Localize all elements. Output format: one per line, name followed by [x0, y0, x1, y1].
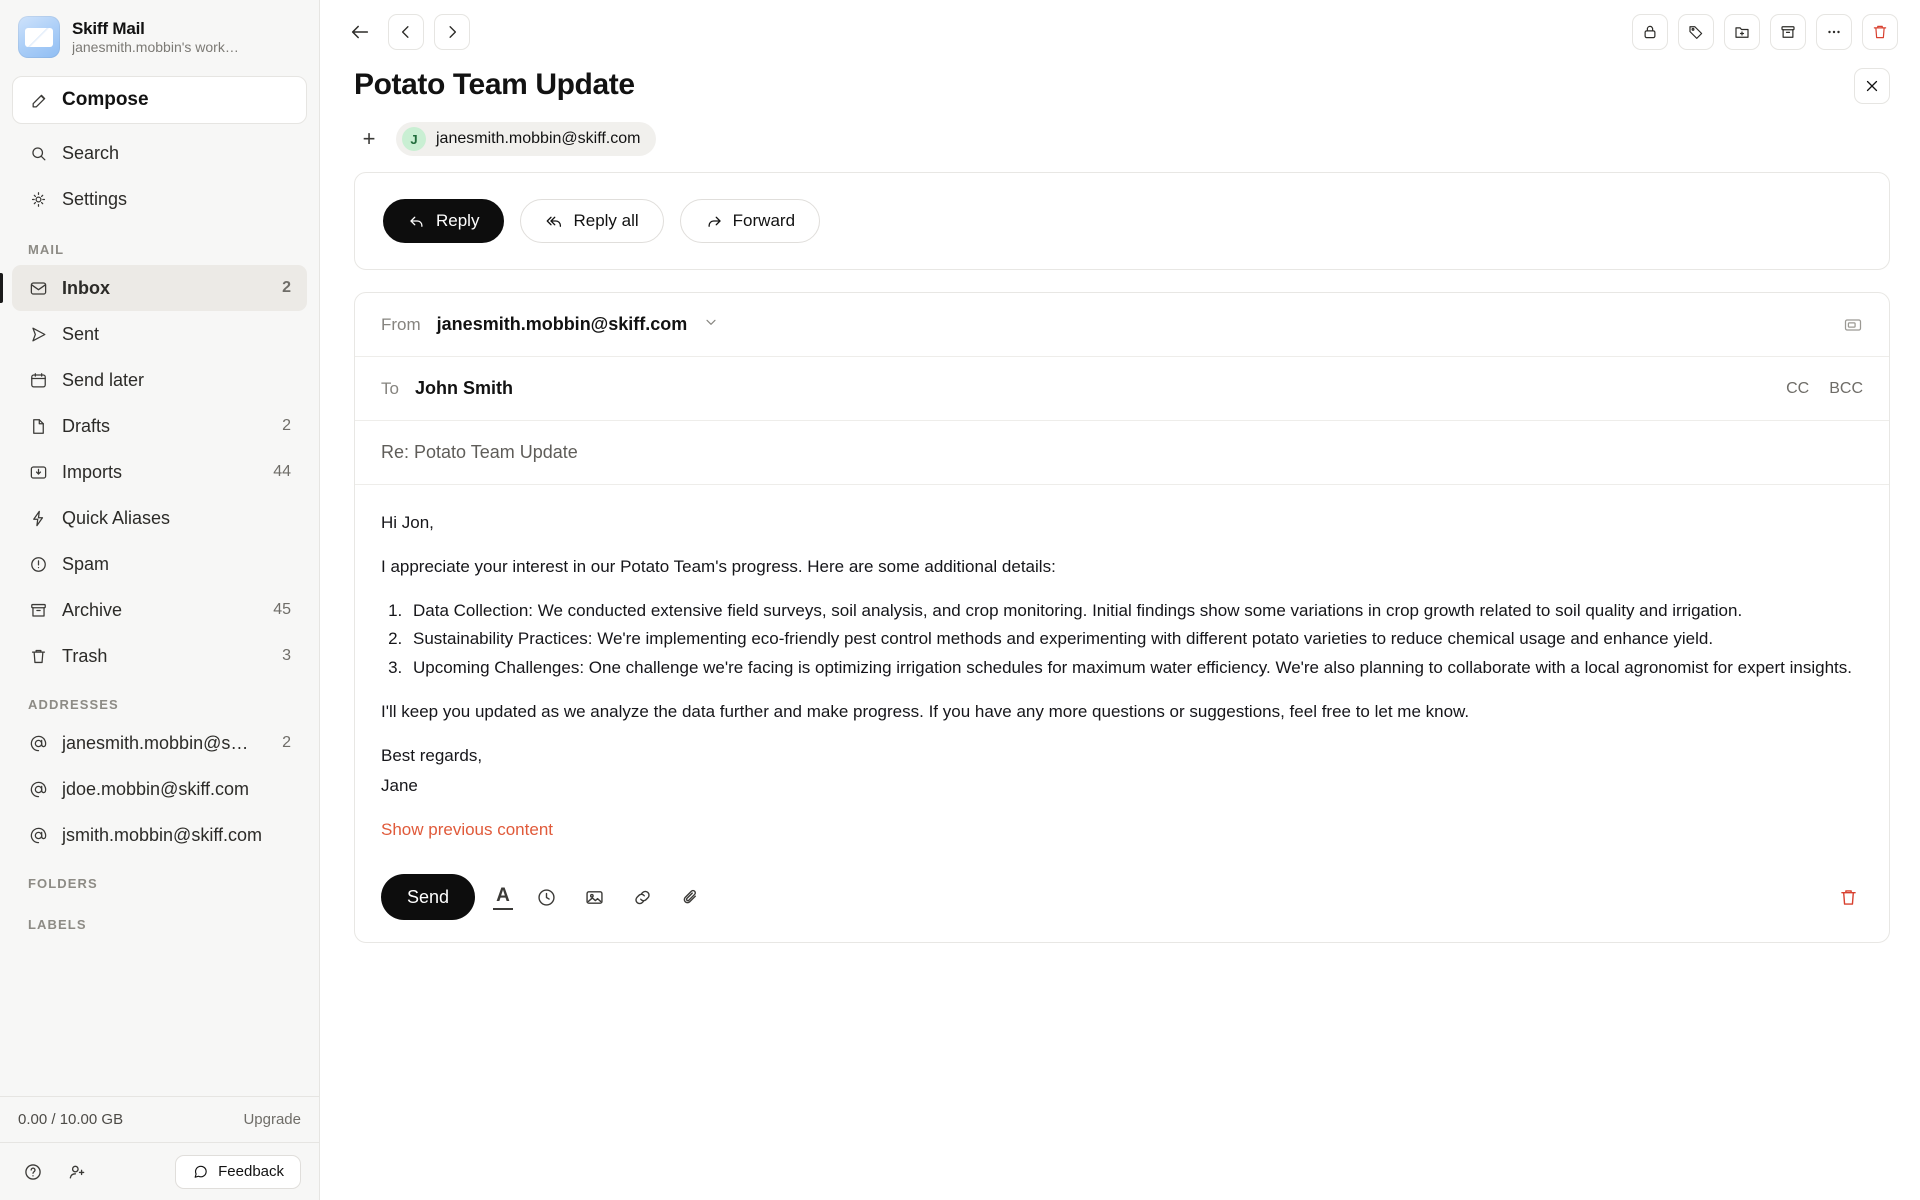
bolt-icon	[28, 508, 48, 528]
sidebar-address-count: 2	[282, 734, 291, 751]
composer-card	[354, 292, 1890, 943]
sidebar-address-label: jdoe.mobbin@skiff.com	[62, 778, 250, 799]
main-panel	[320, 0, 1920, 1200]
feedback-button[interactable]	[175, 1155, 301, 1189]
reply-icon	[408, 212, 426, 230]
body-signoff: Best regards,	[381, 745, 483, 765]
text-format-icon[interactable]: A	[493, 884, 513, 910]
search-icon	[28, 143, 48, 163]
from-label: From	[381, 314, 421, 334]
image-icon[interactable]	[579, 882, 609, 912]
sidebar-scroll	[0, 222, 319, 1096]
previous-message-button[interactable]	[388, 14, 424, 50]
reply-all-icon	[545, 212, 563, 230]
encryption-badge	[1843, 315, 1863, 335]
secure-mail-icon	[1843, 315, 1863, 335]
message-body[interactable]	[355, 485, 1889, 858]
sidebar-item-count: 45	[273, 601, 291, 618]
file-icon	[28, 416, 48, 436]
sidebar-item-label: Imports	[62, 461, 123, 482]
discard-draft-button[interactable]	[1833, 882, 1863, 912]
skiff-logo-icon	[18, 16, 60, 58]
delete-thread-button[interactable]	[1862, 14, 1898, 50]
archive-icon	[28, 600, 48, 620]
lock-icon[interactable]	[1632, 14, 1668, 50]
compose-button[interactable]	[12, 76, 307, 124]
reply-label: Reply	[436, 211, 480, 230]
send-label: Send	[406, 886, 450, 907]
sidebar-item-sent[interactable]	[12, 311, 307, 357]
account-subtitle: janesmith.mobbin's work…	[72, 39, 239, 55]
sidebar-item-search[interactable]	[12, 130, 307, 176]
body-intro: I appreciate your interest in our Potato Team's progress. Here are some additional details:	[381, 557, 1056, 577]
forward-icon	[705, 212, 723, 230]
body-list	[407, 599, 1863, 679]
section-addresses: ADDRESSES	[28, 697, 119, 712]
back-button[interactable]	[342, 14, 378, 50]
page-title: Potato Team Update	[354, 68, 635, 101]
list-item: 2. Sustainability Practices: We're implementing eco-friendly pest control methods and experimenting with different potato varieties to reduce chemical usage and enhance yield.	[407, 627, 1863, 651]
bcc-button[interactable]: BCC	[1829, 379, 1863, 397]
sidebar-item-label: Trash	[62, 645, 108, 666]
move-to-folder-icon[interactable]	[1724, 14, 1760, 50]
thread-header	[320, 64, 1920, 104]
storage-bar	[0, 1096, 319, 1142]
sidebar-item-label: Spam	[62, 553, 110, 574]
participant-chip[interactable]	[396, 122, 656, 156]
sidebar-item-label: Quick Aliases	[62, 507, 171, 528]
at-icon	[28, 779, 48, 799]
show-previous-content-link[interactable]: Show previous content	[381, 820, 553, 839]
sidebar-item-count: 44	[273, 463, 291, 480]
sidebar-address-janesmith[interactable]	[12, 720, 307, 766]
sidebar-item-label: Send later	[62, 369, 145, 390]
body-signature: Jane	[381, 775, 418, 795]
add-participant-icon[interactable]: +	[362, 126, 376, 151]
gear-icon	[28, 189, 48, 209]
toolbar	[320, 0, 1920, 64]
upgrade-link[interactable]: Upgrade	[243, 1111, 301, 1128]
calendar-clock-icon	[28, 370, 48, 390]
sidebar-item-inbox[interactable]	[12, 265, 307, 311]
archive-icon[interactable]	[1770, 14, 1806, 50]
to-row[interactable]	[355, 357, 1889, 421]
sidebar-item-count: 2	[282, 279, 291, 296]
sidebar-item-trash[interactable]	[12, 633, 307, 679]
section-labels: LABELS	[28, 917, 87, 932]
app-title: Skiff Mail	[72, 19, 145, 38]
list-item: 3. Upcoming Challenges: One challenge we're facing is optimizing irrigation schedules for maximum water efficiency. We're also planning to collaborate with a local agronomist for expert insights.	[407, 656, 1863, 680]
reply-button[interactable]	[383, 199, 504, 243]
attachment-icon[interactable]	[675, 882, 705, 912]
sidebar-item-label: Settings	[62, 188, 128, 209]
avatar: J	[402, 127, 426, 151]
cc-button[interactable]: CC	[1786, 379, 1810, 397]
tag-icon[interactable]	[1678, 14, 1714, 50]
composer-toolbar	[355, 858, 1889, 942]
participant-email: janesmith.mobbin@skiff.com	[436, 130, 641, 147]
participants-row	[320, 104, 1920, 172]
feedback-label: Feedback	[218, 1163, 284, 1180]
brand	[0, 0, 319, 68]
sidebar-item-imports[interactable]	[12, 449, 307, 495]
sidebar-item-label: Sent	[62, 323, 100, 344]
close-icon[interactable]	[1854, 68, 1890, 104]
storage-text: 0.00 / 10.00 GB	[18, 1111, 124, 1128]
sidebar-item-drafts[interactable]	[12, 403, 307, 449]
body-greeting: Hi Jon,	[381, 513, 434, 532]
trash-icon	[28, 646, 48, 666]
next-message-button[interactable]	[434, 14, 470, 50]
subject-row[interactable]	[355, 421, 1889, 485]
body-closing: I'll keep you updated as we analyze the data further and make progress. If you have any more questions or suggestions, feel free to let me know.	[381, 701, 1470, 721]
schedule-send-icon[interactable]	[531, 882, 561, 912]
alert-circle-icon	[28, 554, 48, 574]
send-icon	[28, 324, 48, 344]
at-icon	[28, 733, 48, 753]
sidebar-item-count: 2	[282, 417, 291, 434]
invite-user-icon[interactable]	[62, 1157, 92, 1187]
subject-input[interactable]: Re: Potato Team Update	[381, 442, 578, 462]
compose-icon	[29, 90, 49, 110]
sidebar-footer	[0, 1142, 319, 1200]
sidebar-item-quick-aliases[interactable]	[12, 495, 307, 541]
sidebar-item-settings[interactable]	[12, 176, 307, 222]
sidebar-item-label: Drafts	[62, 415, 111, 436]
sidebar-address-jsmith[interactable]	[12, 812, 307, 858]
forward-button[interactable]	[680, 199, 820, 243]
to-value: John Smith	[414, 378, 513, 398]
section-mail: MAIL	[28, 242, 65, 257]
sidebar-item-send-later[interactable]	[12, 357, 307, 403]
more-options-icon[interactable]	[1816, 14, 1852, 50]
sidebar-item-archive[interactable]	[12, 587, 307, 633]
chevron-down-icon[interactable]	[703, 314, 719, 335]
from-value: janesmith.mobbin@skiff.com	[436, 314, 688, 334]
send-button[interactable]	[381, 874, 475, 920]
help-icon[interactable]	[18, 1157, 48, 1187]
from-row[interactable]	[355, 293, 1889, 357]
sidebar	[0, 0, 320, 1200]
sidebar-item-count: 3	[282, 647, 291, 664]
reply-all-button[interactable]	[520, 199, 663, 243]
sidebar-address-label: janesmith.mobbin@s…	[62, 732, 249, 753]
at-icon	[28, 825, 48, 845]
sidebar-item-label: Search	[62, 142, 120, 163]
sidebar-item-spam[interactable]	[12, 541, 307, 587]
sidebar-item-label: Archive	[62, 599, 123, 620]
thread-content	[320, 172, 1920, 1200]
link-icon[interactable]	[627, 882, 657, 912]
sidebar-address-jdoe[interactable]	[12, 766, 307, 812]
reply-all-label: Reply all	[573, 211, 639, 230]
list-item: 1. Data Collection: We conducted extensive field surveys, soil analysis, and crop monitoring. Initial findings show some variations in crop growth related to soil quality and irrigation.	[407, 599, 1863, 623]
to-label: To	[381, 378, 399, 398]
compose-label: Compose	[62, 89, 149, 110]
inbox-icon	[28, 278, 48, 298]
reply-actions-card	[354, 172, 1890, 270]
sidebar-address-label: jsmith.mobbin@skiff.com	[62, 824, 262, 845]
sidebar-item-label: Inbox	[62, 277, 110, 298]
import-icon	[28, 462, 48, 482]
section-folders: FOLDERS	[28, 876, 98, 891]
forward-label: Forward	[732, 211, 796, 230]
